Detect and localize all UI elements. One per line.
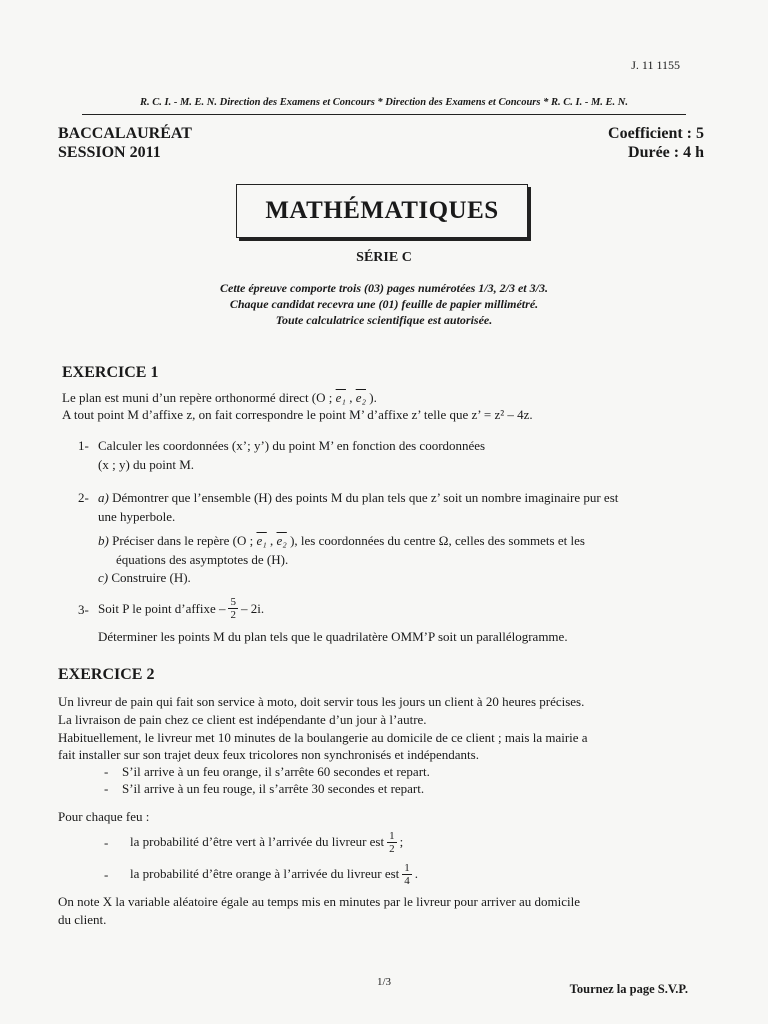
ex1-line-1: Le plan est muni d’un repère orthonormé direct (O ; e₁ , e₂ ).	[62, 390, 377, 405]
ex2-prob-green: la probabilité d’être vert à l’arrivée du livreur est $\frac{1}{2}$ ;	[130, 829, 404, 855]
ex1-q2-num: 2-	[78, 490, 89, 505]
instruction-line: Chaque candidat recevra une (01) feuille de papier millimétré.	[229, 297, 539, 311]
bullet-dash: -	[104, 835, 109, 850]
instruction-line: Toute calculatrice scientifique est autorisée.	[275, 313, 493, 327]
bullet-dash: -	[104, 764, 109, 779]
ex2-para-line: Un livreur de pain qui fait son service à moto, doit servir tous les jours un client à 20 heures précises.	[58, 694, 585, 709]
ex1-q2b-line-2: équations des asymptotes de (H).	[116, 552, 289, 567]
ex2-pour-chaque-feu: Pour chaque feu :	[58, 809, 150, 824]
instructions	[0, 280, 768, 328]
ex1-q2a-line-2: une hyperbole.	[98, 509, 176, 524]
ex2-para-line: fait installer sur son trajet deux feux tricolores non synchronisés et indépendants.	[58, 747, 479, 762]
ex1-q1-line-1: Calculer les coordonnées (x’; y’) du point M’ en fonction des coordonnées	[98, 438, 486, 453]
vector-e2: e₂	[276, 533, 287, 548]
ex2-variable-line-2: du client.	[58, 912, 107, 927]
ex2-bullet-red: S’il arrive à un feu rouge, il s’arrête 30 secondes et repart.	[122, 781, 425, 796]
ex1-q2b-line-1: b) Préciser dans le repère (O ; e₁ , e₂ ), les coordonnées du centre Ω, celles des sommets et les	[98, 533, 585, 548]
bullet-dash: -	[104, 781, 109, 796]
subject-title: MATHÉMATIQUES	[265, 197, 499, 224]
document-reference: J. 11 1155	[631, 58, 680, 72]
turn-page-note: Tournez la page S.V.P.	[569, 982, 688, 996]
header-rule	[82, 114, 686, 115]
exam-name: BACCALAURÉAT	[58, 125, 192, 142]
ex2-prob-orange: la probabilité d’être orange à l’arrivée du livreur est $\frac{1}{4}$ .	[130, 861, 419, 887]
ex1-q3-line-1: Soit P le point d’affixe – $\frac{5}{2}$ – 2i.	[98, 596, 265, 621]
duration: Durée : 4 h	[628, 144, 704, 161]
ex1-q2a-line-1: a) Démontrer que l’ensemble (H) des points M du plan tels que z’ soit un nombre imaginaire pur est	[98, 490, 619, 505]
ex2-variable-line-1: On note X la variable aléatoire égale au temps mis en minutes par le livreur pour arriver au domicile	[58, 894, 580, 909]
ex1-line-2: A tout point M d’affixe z, on fait correspondre le point M’ d’affixe z’ telle que z’ = z² – 4z.	[62, 407, 533, 422]
subject-title-box	[236, 184, 528, 238]
exercise-1-title: EXERCICE 1	[62, 364, 159, 381]
bullet-dash: -	[104, 867, 109, 882]
ex1-q2c: c) Construire (H).	[98, 570, 191, 585]
instruction-line: Cette épreuve comporte trois (03) pages numérotées 1/3, 2/3 et 3/3.	[220, 281, 548, 295]
ex1-q1-line-2: (x ; y) du point M.	[98, 457, 195, 472]
vector-e1: e₁	[335, 390, 346, 405]
ex1-q3-num: 3-	[78, 602, 89, 617]
exam-session: SESSION 2011	[58, 144, 161, 161]
page-number: 1/3	[376, 976, 392, 988]
ex1-q3-line-2: Déterminer les points M du plan tels que le quadrilatère OMM’P soit un parallélogramme.	[98, 629, 568, 644]
ex2-para-line: Habituellement, le livreur met 10 minutes de la boulangerie au domicile de ce client ; mais la mairie a	[58, 730, 588, 745]
ex2-bullet-orange: S’il arrive à un feu orange, il s’arrête 60 secondes et repart.	[122, 764, 430, 779]
coefficient: Coefficient : 5	[608, 125, 704, 142]
ex2-para-line: La livraison de pain chez ce client est indépendante d’un jour à l’autre.	[58, 712, 427, 727]
vector-e2: e₂	[355, 390, 366, 405]
exam-meta	[608, 124, 704, 162]
fraction-1-2: $\frac{1}{2}$	[389, 829, 395, 855]
exam-info	[58, 124, 192, 162]
fraction-5-2: $\frac{5}{2}$	[230, 596, 236, 621]
vector-e1: e₁	[256, 533, 267, 548]
fraction-1-4: $\frac{1}{4}$	[404, 861, 410, 887]
exercise-2-title: EXERCICE 2	[58, 666, 155, 683]
serie-label: SÉRIE C	[356, 250, 412, 265]
direction-banner: R. C. I. - M. E. N. Direction des Examens et Concours * Direction des Examens et Concours * R. C. I. - M. E. N.	[139, 97, 628, 108]
ex1-q1-num: 1-	[78, 438, 89, 453]
